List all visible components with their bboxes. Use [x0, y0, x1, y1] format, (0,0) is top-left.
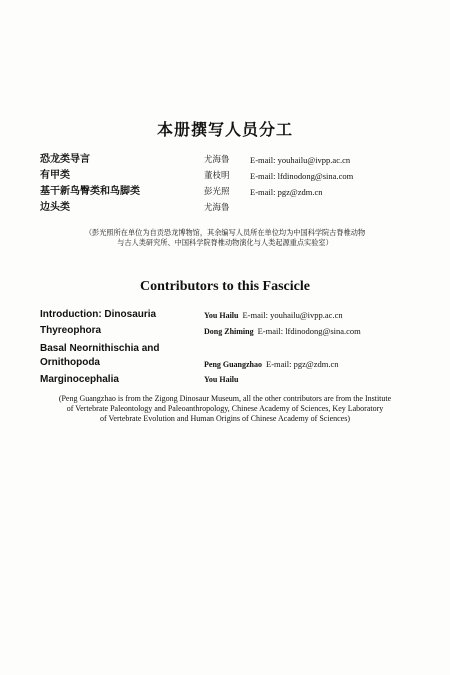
english-contributor	[204, 373, 238, 387]
chinese-contributor-name: 尤海鲁	[204, 203, 230, 213]
chinese-contributor-name: 尤海鲁	[204, 155, 230, 165]
chinese-note-line: 与古人类研究所、中国科学院脊椎动物演化与人类起源重点实验室）	[117, 238, 333, 247]
english-contributor-name: Peng Guangzhao	[204, 360, 263, 369]
english-title: Contributors to this Fascicle	[140, 279, 310, 294]
english-topic: Ornithopoda	[40, 357, 100, 368]
chinese-topic: 恐龙类导言	[40, 154, 90, 165]
english-contributor	[204, 324, 361, 339]
chinese-contributor-row	[40, 184, 420, 200]
english-contributor	[204, 308, 343, 323]
chinese-contributor-list	[40, 152, 420, 216]
english-topic: Introduction: Dinosauria	[40, 309, 157, 320]
chinese-contributor-row	[40, 200, 420, 216]
chinese-topic: 基干新鸟臀类和鸟脚类	[40, 186, 140, 197]
contributor-email: E-mail: youhailu@ivpp.ac.cn	[250, 155, 351, 165]
contributor-email: E-mail: lfdinodong@sina.com	[257, 326, 361, 336]
english-contributor-name: You Hailu	[204, 311, 239, 320]
english-contributor-list	[40, 308, 420, 388]
english-note-line: of Vertebrate Evolution and Human Origins of Chinese Academy of Sciences)	[99, 414, 350, 423]
chinese-contributor-row	[40, 152, 420, 168]
chinese-contributor-name: 彭光照	[204, 187, 230, 197]
english-topic: Basal Neornithischia and	[40, 343, 160, 354]
english-contributor	[204, 357, 339, 372]
chinese-title: 本册撰写人员分工	[156, 120, 293, 139]
english-note-line: of Vertebrate Paleontology and Paleoanthropology, Chinese Academy of Sciences, Key Laboratory	[66, 404, 384, 413]
english-contributor-name: Dong Zhiming	[204, 327, 254, 336]
chinese-note-line: （彭光照所在单位为自贡恐龙博物馆，其余编写人员所在单位均为中国科学院古脊椎动物	[84, 228, 366, 237]
chinese-topic: 边头类	[40, 202, 70, 213]
contributor-email: E-mail: pgz@zdm.cn	[266, 359, 339, 369]
chinese-topic: 有甲类	[40, 170, 70, 181]
english-contributor-name: You Hailu	[204, 375, 239, 384]
english-note-line: (Peng Guangzhao is from the Zigong Dinosaur Museum, all the other contributors are from the Institute	[58, 394, 392, 403]
english-topic: Marginocephalia	[40, 374, 119, 385]
english-affiliation-note	[50, 394, 400, 424]
contributor-email: E-mail: lfdinodong@sina.com	[250, 171, 354, 181]
contributor-email: E-mail: youhailu@ivpp.ac.cn	[242, 310, 343, 320]
contributor-email: E-mail: pgz@zdm.cn	[250, 187, 323, 197]
chinese-contributor-row	[40, 168, 420, 184]
chinese-contributor-name: 董枝明	[204, 171, 230, 181]
chinese-affiliation-note	[60, 228, 390, 248]
english-topic: Thyreophora	[40, 325, 102, 336]
